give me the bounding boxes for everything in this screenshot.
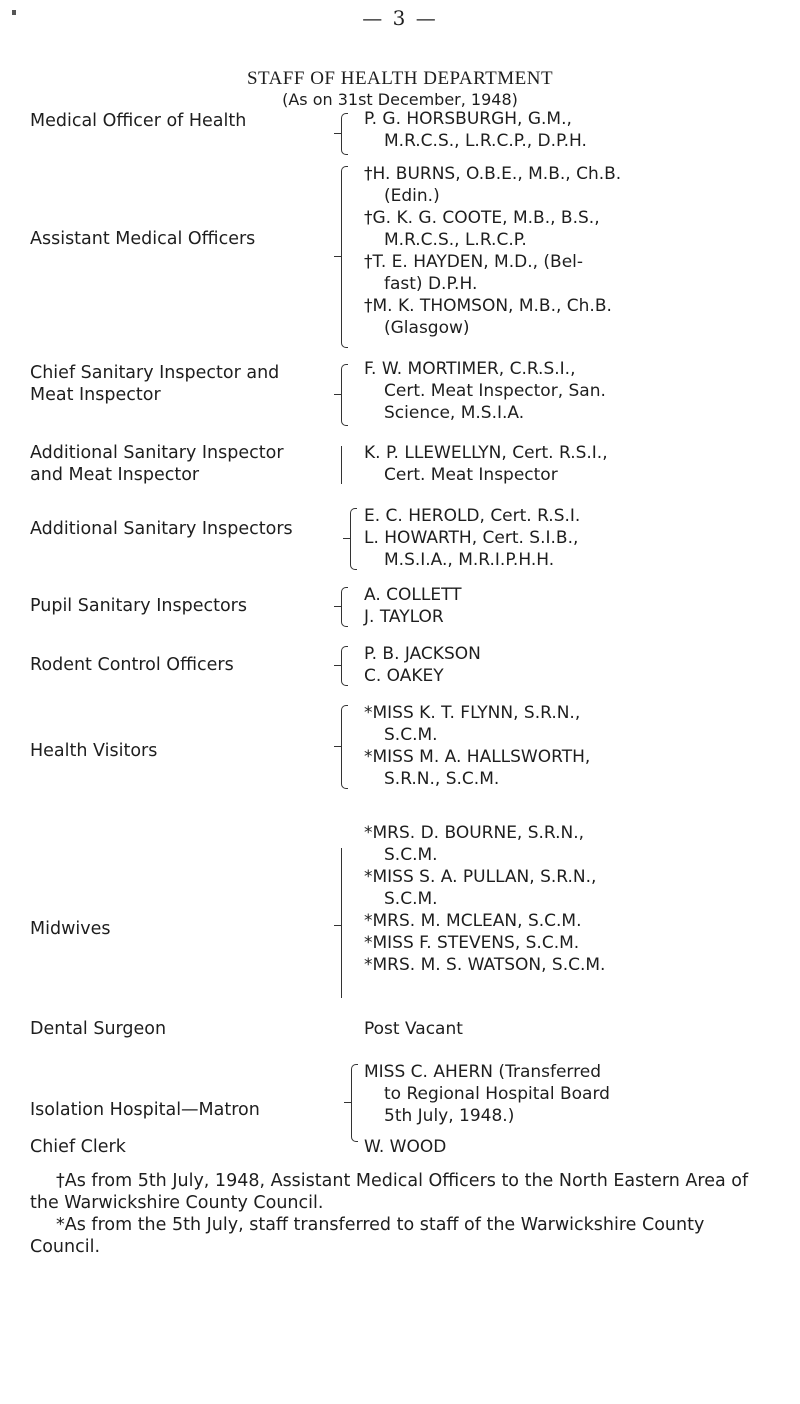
name-line: C. OAKEY [364, 666, 444, 686]
role-label-medical-officer: Medical Officer of Health [30, 111, 247, 131]
name-line: 5th July, 1948.) [384, 1106, 515, 1126]
brace [341, 587, 348, 627]
names-health-visitors [364, 702, 590, 790]
role-line: and Meat Inspector [30, 465, 200, 485]
brace [341, 705, 348, 789]
footnotes [30, 1170, 770, 1258]
role-line: Additional Sanitary Inspector [30, 443, 284, 463]
name-line: (Edin.) [384, 186, 440, 206]
role-label-midwives: Midwives [30, 919, 111, 939]
name-line: Post Vacant [364, 1019, 463, 1039]
page-number: — 3 — [362, 6, 438, 30]
names-chief-clerk [364, 1136, 446, 1158]
name-line: †T. E. HAYDEN, M.D., (Bel- [364, 252, 584, 272]
name-line: M.R.C.S., L.R.C.P. [384, 230, 527, 250]
name-line: †M. K. THOMSON, M.B., Ch.B. [364, 296, 612, 316]
names-midwives [364, 822, 605, 976]
names-rodent-control-officers [364, 643, 481, 687]
name-line: fast) D.P.H. [384, 274, 478, 294]
name-line: F. W. MORTIMER, C.R.S.I., [364, 359, 576, 379]
name-line: †G. K. G. COOTE, M.B., B.S., [364, 208, 600, 228]
role-label-additional-sanitary-inspectors: Additional Sanitary Inspectors [30, 519, 293, 539]
name-line: S.C.M. [384, 889, 438, 909]
name-line: to Regional Hospital Board [384, 1084, 610, 1104]
role-label-isolation-hospital-matron: Isolation Hospital—Matron [30, 1100, 260, 1120]
name-line: J. TAYLOR [364, 607, 444, 627]
brace [341, 166, 348, 348]
name-line: *MRS. M. MCLEAN, S.C.M. [364, 911, 582, 931]
role-label-dental-surgeon: Dental Surgeon [30, 1019, 167, 1039]
names-additional-sanitary-meat-inspector [364, 442, 608, 486]
footnote-asterisk: *As from the 5th July, staff transferred to staff of the Warwickshire County Council. [30, 1215, 705, 1257]
name-line: *MRS. M. S. WATSON, S.C.M. [364, 955, 606, 975]
role-label-health-visitors: Health Visitors [30, 741, 158, 761]
brace [341, 848, 348, 998]
names-medical-officer [364, 108, 587, 152]
names-pupil-sanitary-inspectors [364, 584, 462, 628]
names-assistant-medical-officers [364, 163, 621, 339]
name-line: S.C.M. [384, 725, 438, 745]
role-label-additional-sanitary-meat-inspector [30, 442, 284, 486]
name-line: Cert. Meat Inspector [384, 465, 558, 485]
name-line: P. G. HORSBURGH, G.M., [364, 109, 572, 129]
names-chief-sanitary-inspector [364, 358, 606, 424]
role-label-rodent-control-officers: Rodent Control Officers [30, 655, 234, 675]
names-dental-surgeon [364, 1018, 463, 1040]
name-line: †H. BURNS, O.B.E., M.B., Ch.B. [364, 164, 622, 184]
role-line: Meat Inspector [30, 385, 161, 405]
name-line: Science, M.S.I.A. [384, 403, 525, 423]
name-line: *MISS M. A. HALLSWORTH, [364, 747, 591, 767]
name-line: E. C. HEROLD, Cert. R.S.I. [364, 506, 581, 526]
name-line: MISS C. AHERN (Transferred [364, 1062, 601, 1082]
name-line: W. WOOD [364, 1137, 447, 1157]
name-line: P. B. JACKSON [364, 644, 481, 664]
role-label-chief-sanitary-inspector [30, 362, 279, 406]
brace [351, 1064, 358, 1142]
name-line: *MISS K. T. FLYNN, S.R.N., [364, 703, 581, 723]
role-line: Chief Sanitary Inspector and [30, 363, 280, 383]
name-line: A. COLLETT [364, 585, 462, 605]
footnote-dagger: †As from 5th July, 1948, Assistant Medical Officers to the North Eastern Area of the Warwickshire County Council. [30, 1171, 749, 1213]
name-line: K. P. LLEWELLYN, Cert. R.S.I., [364, 443, 608, 463]
brace [341, 364, 348, 426]
name-line: M.S.I.A., M.R.I.P.H.H. [384, 550, 555, 570]
role-label-chief-clerk: Chief Clerk [30, 1137, 126, 1157]
role-label-assistant-medical-officers: Assistant Medical Officers [30, 229, 256, 249]
brace [341, 113, 348, 155]
name-line: M.R.C.S., L.R.C.P., D.P.H. [384, 131, 587, 151]
name-line: *MISS S. A. PULLAN, S.R.N., [364, 867, 597, 887]
name-line: S.C.M. [384, 845, 438, 865]
page-subtitle: (As on 31st December, 1948) [282, 90, 518, 109]
role-label-pupil-sanitary-inspectors: Pupil Sanitary Inspectors [30, 596, 247, 616]
name-line: *MISS F. STEVENS, S.C.M. [364, 933, 580, 953]
brace [341, 646, 348, 686]
name-line: S.R.N., S.C.M. [384, 769, 500, 789]
brace [350, 508, 357, 570]
name-line: *MRS. D. BOURNE, S.R.N., [364, 823, 585, 843]
names-isolation-hospital-matron [364, 1061, 610, 1127]
names-additional-sanitary-inspectors [364, 505, 580, 571]
name-line: (Glasgow) [384, 318, 470, 338]
name-line: L. HOWARTH, Cert. S.I.B., [364, 528, 579, 548]
brace [341, 446, 348, 484]
page-title: STAFF OF HEALTH DEPARTMENT [246, 68, 554, 89]
name-line: Cert. Meat Inspector, San. [384, 381, 606, 401]
